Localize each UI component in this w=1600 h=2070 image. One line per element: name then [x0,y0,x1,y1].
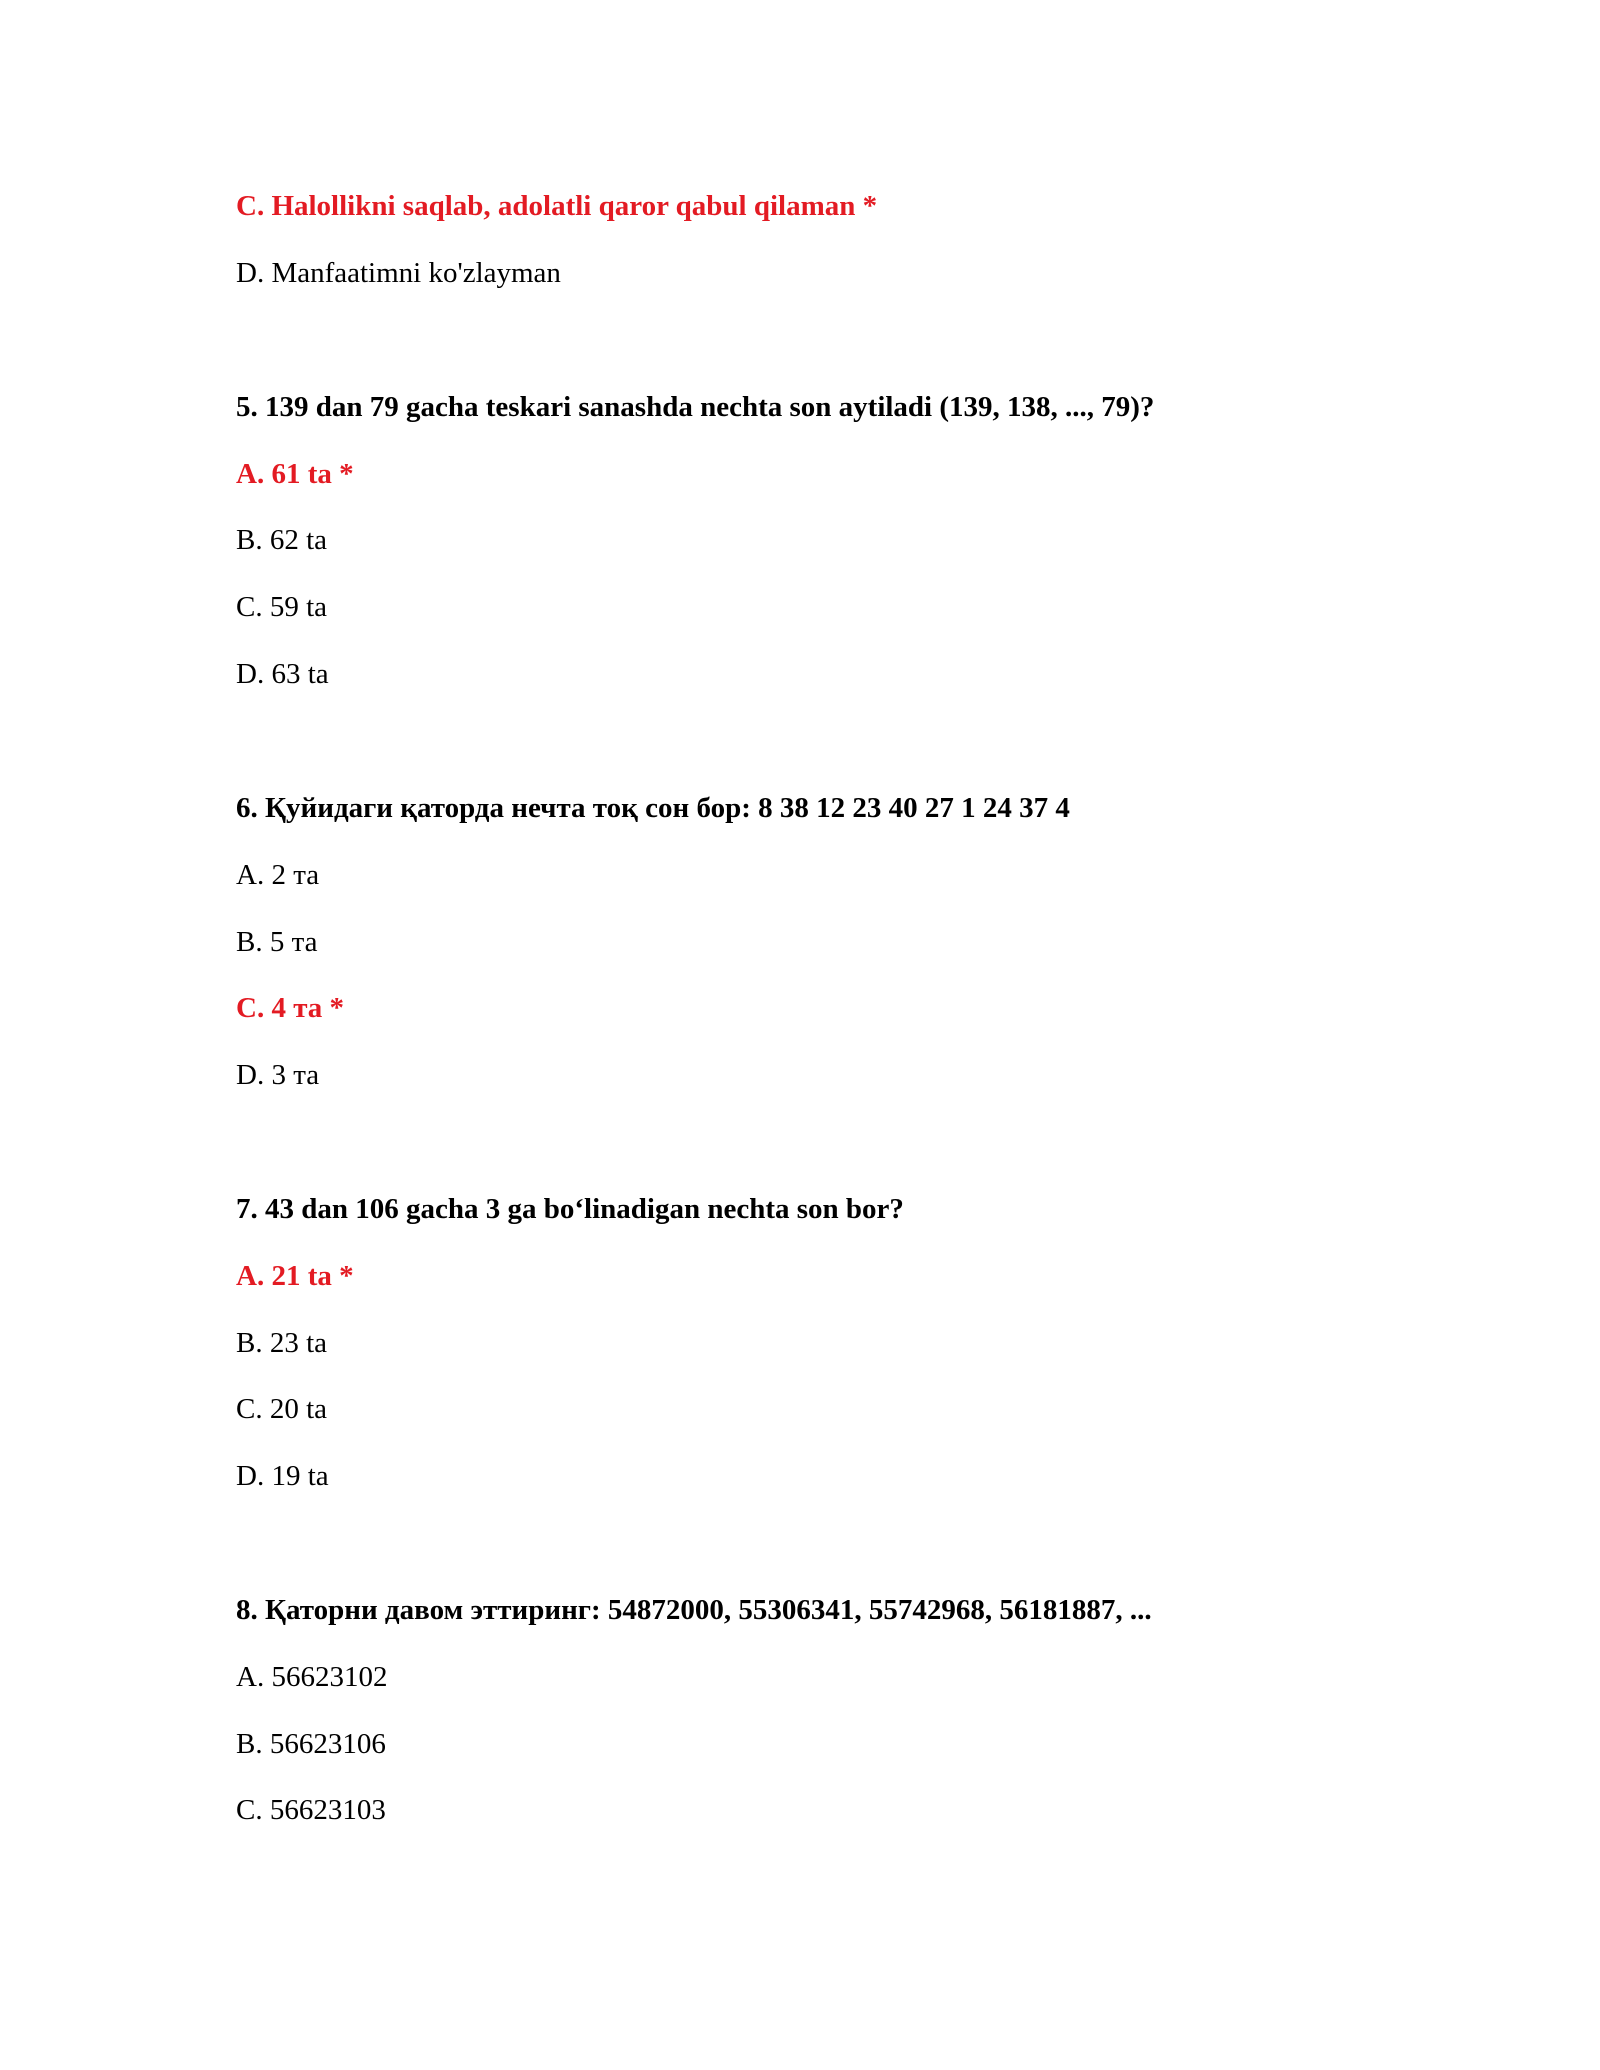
answer-option-q7-b: B. 23 ta [236,1327,328,1359]
question-8: 8. Қаторни давом эттиринг: 54872000, 55306341, 55742968, 56181887, ... [236,1594,1152,1626]
answer-option-q5-b: B. 62 ta [236,524,328,556]
answer-correct-q5-a: A. 61 ta * [236,458,354,490]
answer-correct-q6-c: C. 4 та * [236,992,345,1024]
question-7: 7. 43 dan 106 gacha 3 ga bo‘linadigan nechta son bor? [236,1193,904,1225]
answer-option-q7-c: C. 20 ta [236,1393,328,1425]
question-6: 6. Қуйидаги қаторда нечта тоқ сон бор: 8 38 12 23 40 27 1 24 37 4 [236,792,1070,824]
answer-option-q6-b: B. 5 та [236,926,318,958]
answer-option-q8-a: A. 56623102 [236,1661,388,1693]
answer-correct-previous-c: C. Halollikni saqlab, adolatli qaror qabul qilaman * [236,190,878,222]
answer-option-q7-d: D. 19 ta [236,1460,329,1492]
answer-option-q5-d: D. 63 ta [236,658,329,690]
answer-option-q8-b: B. 56623106 [236,1728,386,1760]
answer-correct-q7-a: A. 21 ta * [236,1260,354,1292]
question-5: 5. 139 dan 79 gacha teskari sanashda nechta son aytiladi (139, 138, ..., 79)? [236,391,1155,423]
answer-option-previous-d: D. Manfaatimni ko'zlayman [236,257,561,289]
answer-option-q6-a: A. 2 та [236,859,320,891]
answer-option-q8-c: C. 56623103 [236,1794,386,1826]
answer-option-q6-d: D. 3 та [236,1059,320,1091]
answer-option-q5-c: C. 59 ta [236,591,328,623]
